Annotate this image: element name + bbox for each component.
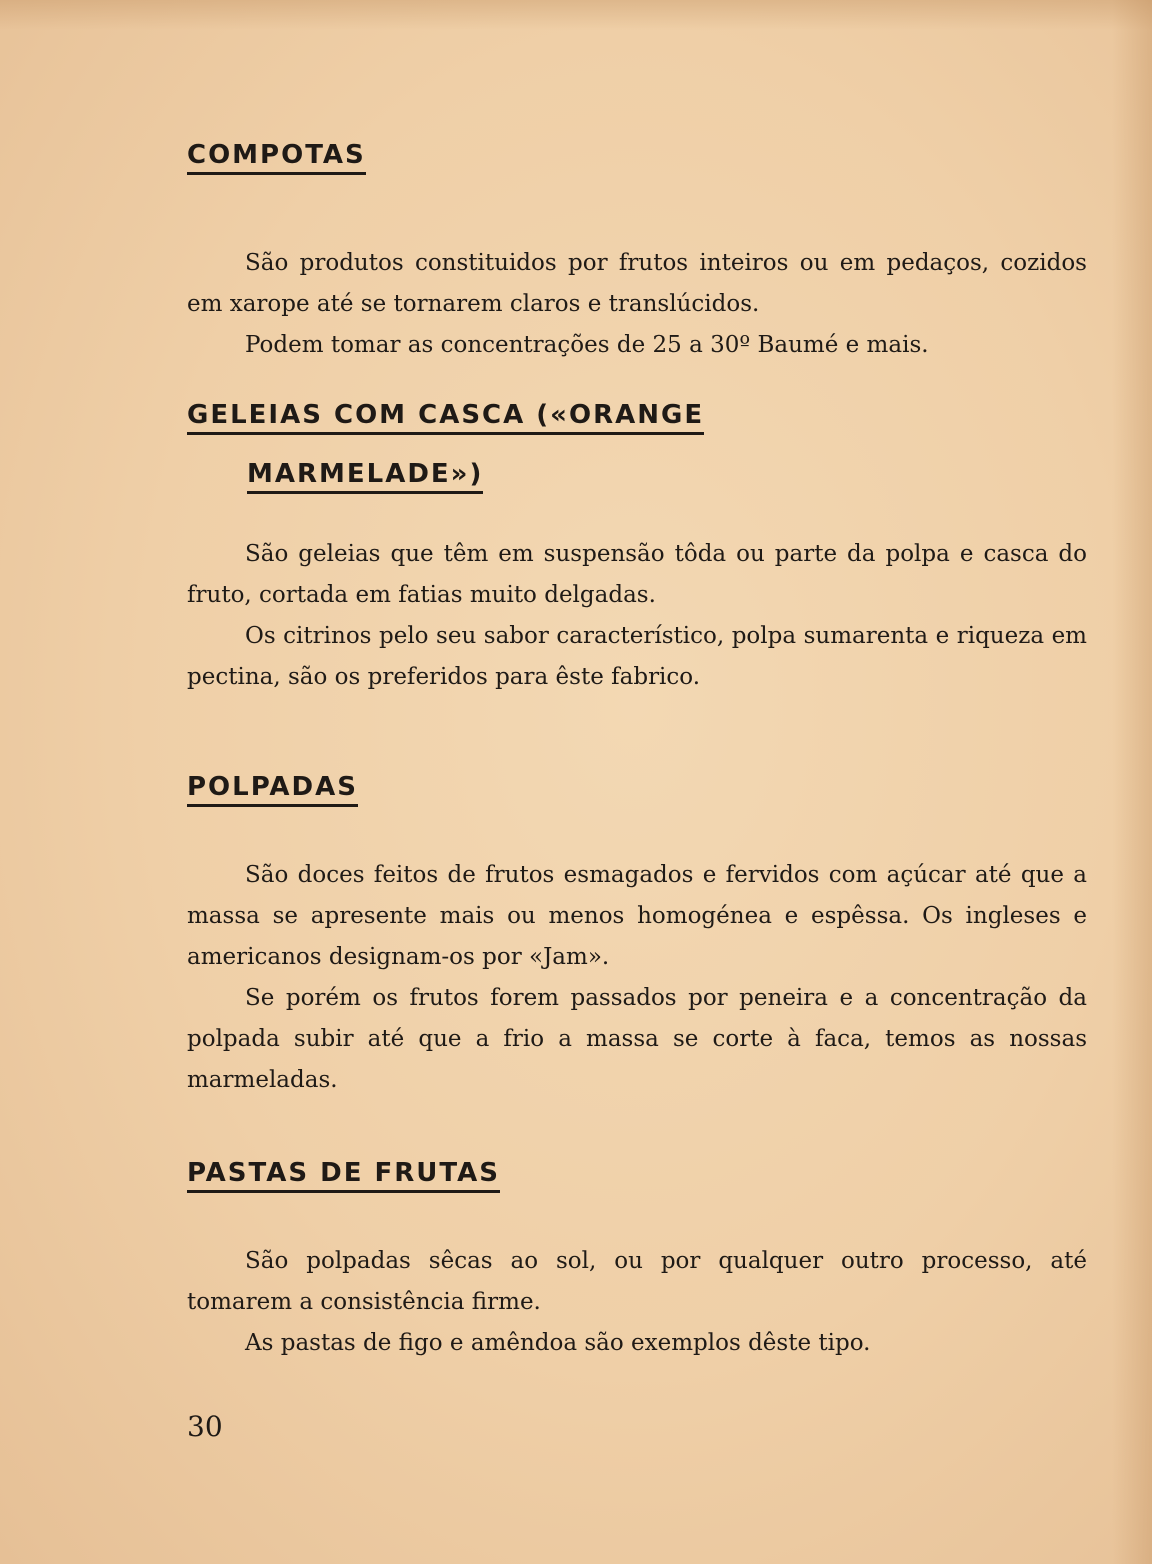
paragraph: São polpadas sêcas ao sol, ou por qualquer outro processo, até tomarem a consistência firme. [187, 1248, 1087, 1315]
section-polpadas [187, 772, 1087, 1101]
section-geleias-com-casca [187, 400, 1087, 698]
section-heading: GELEIAS COM CASCA («ORANGE [187, 400, 704, 435]
paragraph: As pastas de figo e amêndoa são exemplos dêste tipo. [245, 1330, 871, 1356]
page-number: 30 [187, 1410, 223, 1443]
paragraph: São geleias que têm em suspensão tôda ou parte da polpa e casca do fruto, cortada em fatias muito delgadas. [187, 541, 1087, 608]
section-pastas-de-frutas [187, 1158, 1087, 1364]
section-heading-continued: MARMELADE») [247, 459, 483, 494]
section-heading: PASTAS DE FRUTAS [187, 1158, 500, 1193]
section-compotas [187, 140, 1087, 366]
paragraph: São doces feitos de frutos esmagados e fervidos com açúcar até que a massa se apresente mais ou menos homogénea e espêssa. Os ingleses e americanos designam-os por «Jam». [187, 862, 1087, 970]
paragraph: Se porém os frutos forem passados por peneira e a concentração da polpada subir até que a frio a massa se corte à faca, temos as nossas marmeladas. [187, 985, 1087, 1093]
paragraph: Podem tomar as concentrações de 25 a 30º Baumé e mais. [245, 332, 929, 358]
paragraph: Os citrinos pelo seu sabor característico, polpa sumarenta e riqueza em pectina, são os preferidos para êste fabrico. [187, 623, 1087, 690]
paragraph: São produtos constituidos por frutos inteiros ou em pedaços, cozidos em xarope até se tornarem claros e translúcidos. [187, 250, 1087, 317]
section-heading: COMPOTAS [187, 140, 366, 175]
page-edge-shadow-right [1112, 0, 1152, 1564]
section-heading: POLPADAS [187, 772, 358, 807]
page-edge-shadow-top [0, 0, 1152, 30]
